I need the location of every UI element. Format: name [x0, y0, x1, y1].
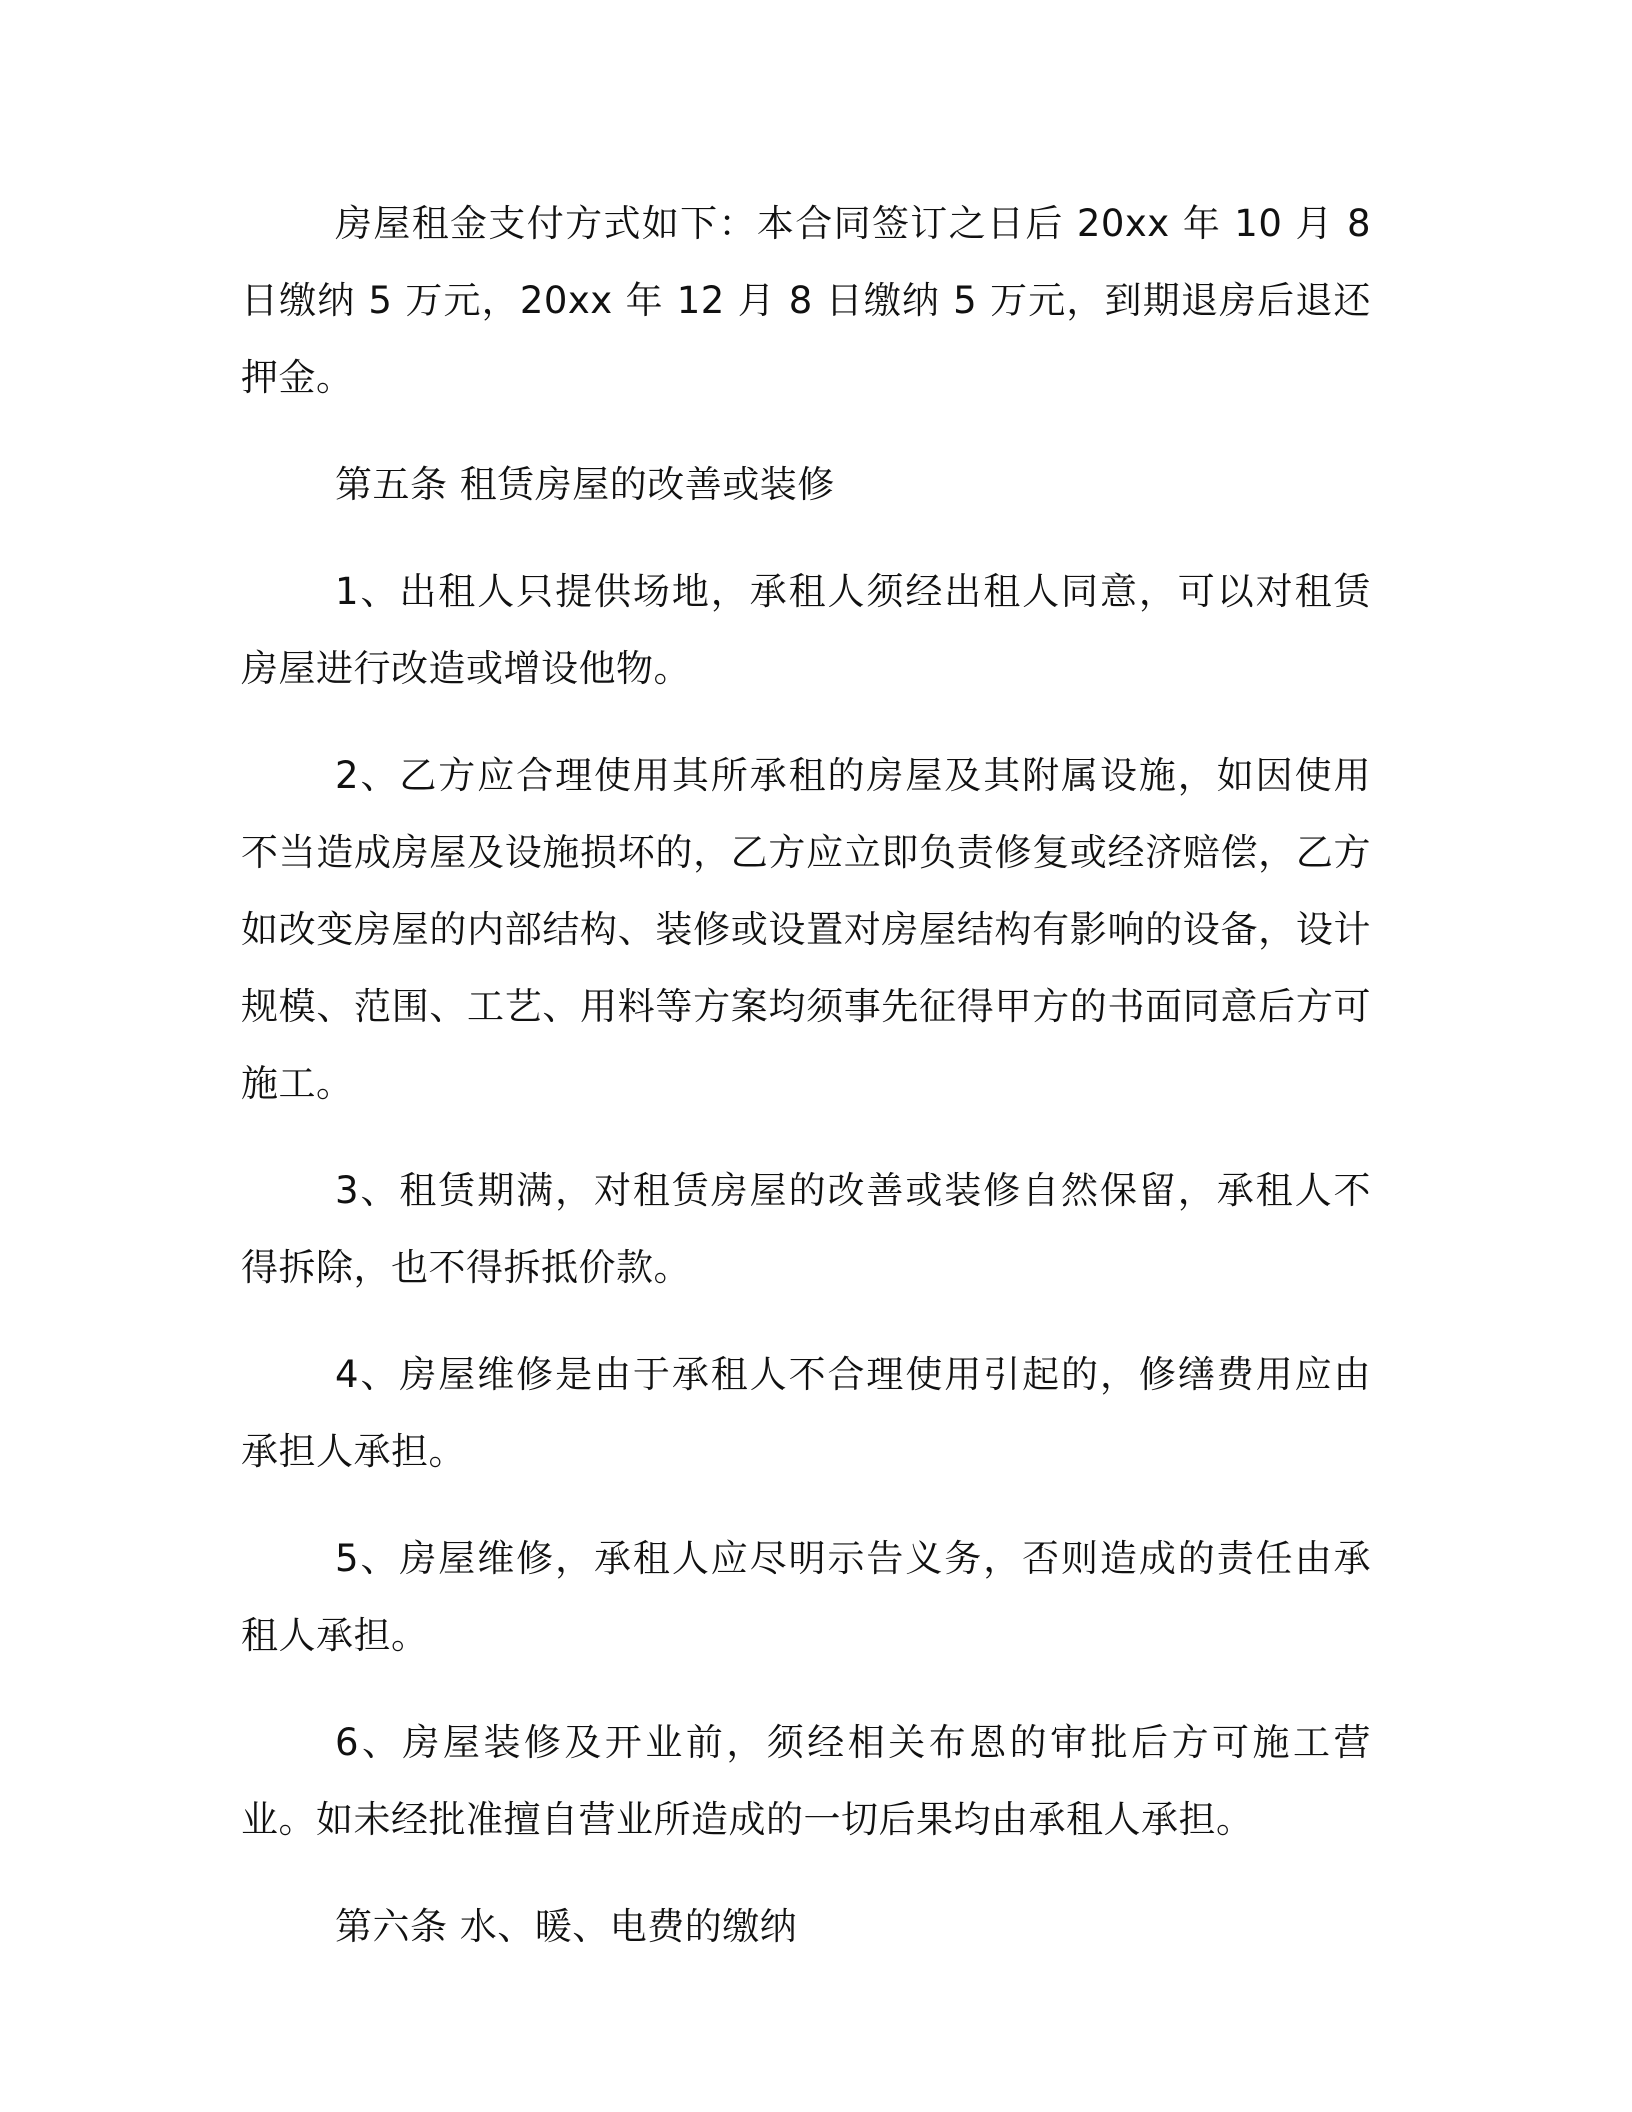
- document-body: [241, 185, 1371, 1995]
- paragraph-rent-payment: 房屋租金支付方式如下：本合同签订之日后 20xx 年 10 月 8 日缴纳 5 万元，20xx 年 12 月 8 日缴纳 5 万元，到期退房后退还押金。: [241, 202, 1371, 399]
- paragraph-clause-6: 6、房屋装修及开业前，须经相关布恩的审批后方可施工营业。如未经批准擅自营业所造成的一切后果均由承租人承担。: [241, 1721, 1371, 1841]
- article-6-heading: 第六条 水、暖、电费的缴纳: [335, 1905, 798, 1948]
- article-5-heading: 第五条 租赁房屋的改善或装修: [335, 463, 835, 506]
- paragraph-clause-3: 3、租赁期满，对租赁房屋的改善或装修自然保留，承租人不得拆除，也不得拆抵价款。: [241, 1169, 1371, 1289]
- paragraph-clause-2: 2、乙方应合理使用其所承租的房屋及其附属设施，如因使用不当造成房屋及设施损坏的，乙方应立即负责修复或经济赔偿，乙方如改变房屋的内部结构、装修或设置对房屋结构有影响的设备，设计规模、范围、工艺、用料等方案均须事先征得甲方的书面同意后方可施工。: [241, 754, 1371, 1105]
- paragraph-clause-1: 1、出租人只提供场地，承租人须经出租人同意，可以对租赁房屋进行改造或增设他物。: [241, 570, 1371, 690]
- paragraph-clause-4: 4、房屋维修是由于承租人不合理使用引起的，修缮费用应由承担人承担。: [241, 1353, 1371, 1473]
- paragraph-clause-5: 5、房屋维修，承租人应尽明示告义务，否则造成的责任由承租人承担。: [241, 1537, 1371, 1657]
